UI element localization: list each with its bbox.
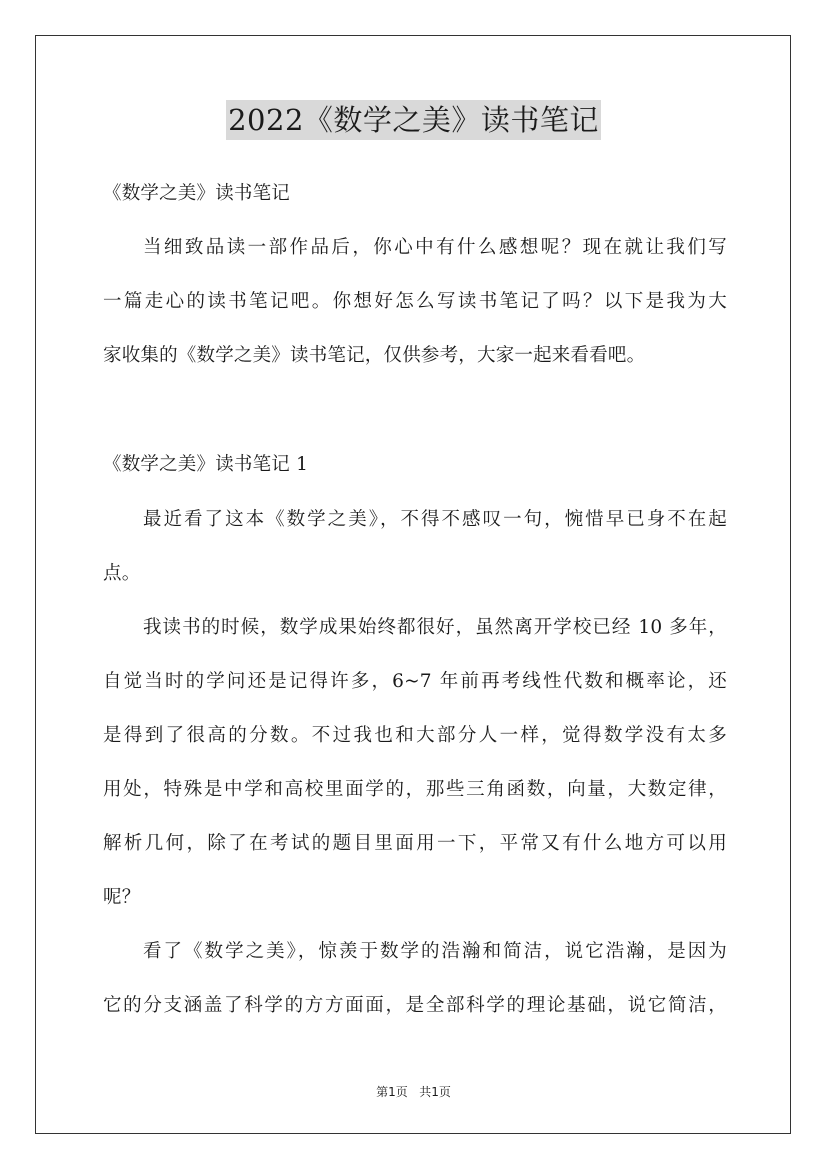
- paragraph-line: 当细致品读一部作品后，你心中有什么感想呢？现在就让我们写: [143, 237, 727, 258]
- title-container: [0, 100, 827, 140]
- page-total: 共1页: [419, 1085, 451, 1099]
- paragraph-line: 我读书的时候，数学成果始终都很好，虽然离开学校已经 10 多年，: [143, 617, 727, 638]
- paragraph-line: 用处，特殊是中学和高校里面学的，那些三角函数，向量，大数定律，: [103, 779, 727, 800]
- section-heading: 《数学之美》读书笔记 1: [103, 454, 309, 475]
- paragraph-line: 看了《数学之美》，惊羡于数学的浩瀚和简洁，说它浩瀚，是因为: [143, 941, 727, 962]
- paragraph-line: 它的分支涵盖了科学的方方面面，是全部科学的理论基础，说它简洁，: [103, 995, 727, 1016]
- paragraph-line: 家收集的《数学之美》读书笔记，仅供参考，大家一起来看看吧。: [103, 345, 646, 366]
- page-footer: [0, 1084, 827, 1100]
- paragraph-line: 最近看了这本《数学之美》，不得不感叹一句，惋惜早已身不在起: [143, 509, 727, 530]
- paragraph-line: 解析几何，除了在考试的题目里面用一下，平常又有什么地方可以用: [103, 833, 727, 854]
- paragraph-line: 一篇走心的读书笔记吧。你想好怎么写读书笔记了吗？以下是我为大: [103, 291, 727, 312]
- page-number: 第1页: [376, 1085, 408, 1099]
- paragraph-line: 点。: [103, 563, 141, 584]
- document-title: 2022《数学之美》读书笔记: [226, 100, 601, 140]
- subtitle-line: 《数学之美》读书笔记: [103, 183, 291, 204]
- paragraph-line: 呢？: [103, 887, 141, 908]
- paragraph-line: 是得到了很高的分数。不过我也和大部分人一样，觉得数学没有太多: [103, 725, 727, 746]
- paragraph-line: 自觉当时的学问还是记得许多，6~7 年前再考线性代数和概率论，还: [103, 671, 727, 692]
